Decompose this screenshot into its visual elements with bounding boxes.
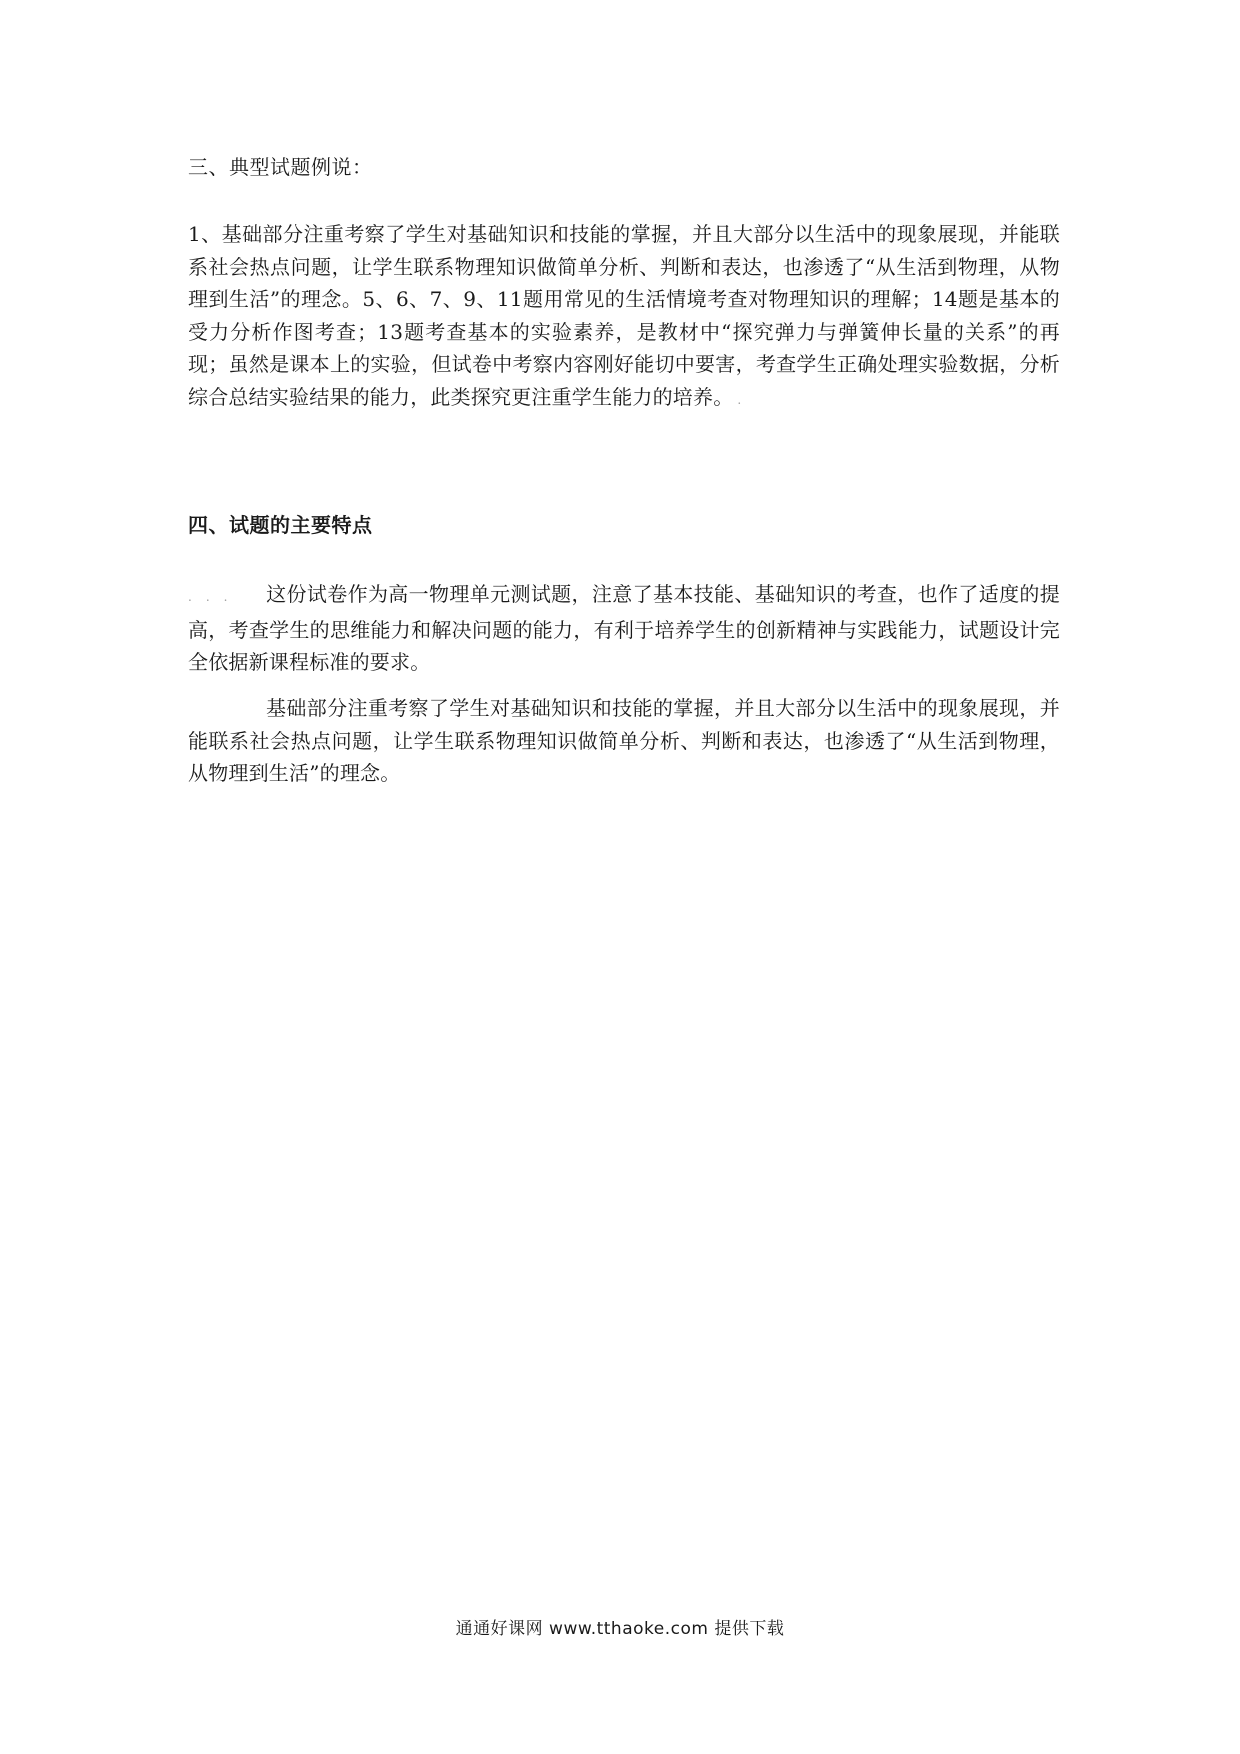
section-4-paragraph-2: 基础部分注重考察了学生对基础知识和技能的掌握，并且大部分以生活中的现象展现，并能联系社会热点问题，让学生联系物理知识做简单分析、判断和表达，也渗透了“从生活到物理，从物理到生活”的理念。: [188, 696, 1060, 785]
section-3-paragraph-text: 1、基础部分注重考察了学生对基础知识和技能的掌握，并且大部分以生活中的现象展现，并能联系社会热点问题，让学生联系物理知识做简单分析、判断和表达，也渗透了“从生活到物理，从物理到生活”的理念。5、6、7、9、11题用常见的生活情境考查对物理知识的理解；14题是基本的受力分析作图考查；13题考查基本的实验素养，是教材中“探究弹力与弹簧伸长量的关系”的再现；虽然是课本上的实验，但试卷中考察内容刚好能切中要害，考查学生正确处理实验数据，分析综合总结实验结果的能力，此类探究更注重学生能力的培养。: [188, 222, 1060, 409]
section-3-paragraph: [188, 218, 1060, 416]
section-4-heading: 四、试题的主要特点: [188, 513, 373, 537]
stray-mark: .: [737, 392, 742, 407]
stray-marks: ...: [188, 590, 242, 604]
section-4-paragraph-1: [188, 578, 1060, 679]
section-3-heading: 三、典型试题例说：: [188, 155, 373, 179]
footer-watermark: 通通好课网 www.tthaoke.com 提供下载: [455, 1619, 785, 1639]
section-4-paragraph-1-text: 这份试卷作为高一物理单元测试题，注意了基本技能、基础知识的考查，也作了适度的提高，考查学生的思维能力和解决问题的能力，有利于培养学生的创新精神与实践能力，试题设计完全依据新课程标准的要求。: [188, 582, 1060, 674]
